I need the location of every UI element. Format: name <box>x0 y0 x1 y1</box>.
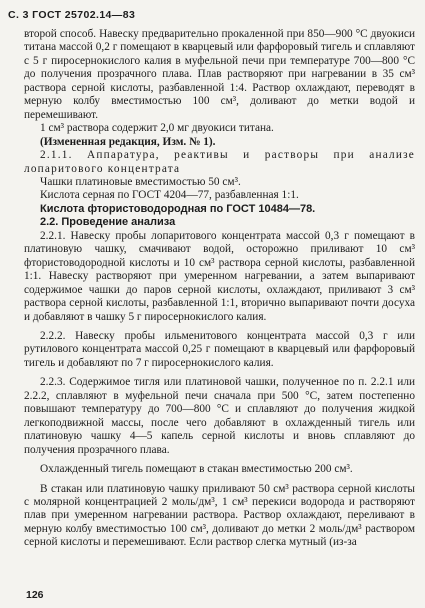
paragraph-section-2-2-2: 2.2.2. Навеску пробы ильменитового концентрата массой 0,3 г или рутилового концентрата массой 0,25 г помещают в кварцевый или фарфоровый тигель и добавляют по 7 г пиросернокислого калия. <box>24 329 415 369</box>
paragraph-section-2-2-1: 2.2.1. Навеску пробы лопаритового концентрата массой 0,3 г помещают в платиновую чашку, смачивают водой, осторожно приливают 10 см³ фтористоводородной кислоты и 10 см³ раствора серной кислоты, разбавленной 1:1. Навеску растворяют при умеренном нагревании, а затем выпаривают содержимое чашки до паров серной кислоты, охлаждают, приливают 3 см³ раствора серной кислоты, разбавленной 1:1, вторично выпаривают почти досуха и добавляют в чашку 5 г пиросернокислого калия. <box>24 229 415 323</box>
paragraph-section-2-1-1: 2.1.1. Аппаратура, реактивы и растворы при анализе лопаритового концентрата <box>24 149 415 175</box>
paragraph-solution-content: 1 см³ раствора содержит 2,0 мг двуокиси титана. <box>40 122 274 135</box>
page-header: С. 3 ГОСТ 25702.14—83 <box>8 9 136 21</box>
paragraph-platinum-dishes: Чашки платиновые вместимостью 50 см³. <box>40 175 241 188</box>
paragraph-amendment-note: (Измененная редакция, Изм. № 1). <box>40 135 216 148</box>
paragraph-cooled-crucible: Охлажденный тигель помещают в стакан вместимостью 200 см³. <box>40 463 353 476</box>
paragraph-sulfuric-acid: Кислота серная по ГОСТ 4204—77, разбавленная 1:1. <box>40 189 299 202</box>
page-number: 126 <box>26 589 44 601</box>
paragraph-dissolution: В стакан или платиновую чашку приливают 50 см³ раствора серной кислоты с молярной концентрацией 2 моль/дм³, 1 см³ перекиси водорода и растворяют плав при умеренном нагревании раствора. Раствор охлаждают, переливают в мерную колбу вместимостью 100 см³, доливают до метки 2 моль/дм³ раствором серной кислоты и перемешивают. Если раствор слегка мутный (из-за <box>24 482 415 549</box>
paragraph-hydrofluoric-acid: Кислота фтористоводородная по ГОСТ 10484—78. <box>40 202 316 215</box>
paragraph-section-2-2-3: 2.2.3. Содержимое тигля или платиновой чашки, полученное по п. 2.2.1 или 2.2.2, сплавляют в муфельной печи сначала при 500 °С, затем постепенно повышают температуру до 700—800 °С и сплавляют до получения жидкой легкоподвижной массы, после чего добавляют в охлажденный тигель или платиновую чашку 4—5 капель серной кислоты и вновь сплавляют до получения прозрачного плава. <box>24 376 415 456</box>
section-heading-analysis: 2.2. Проведение анализа <box>40 216 176 229</box>
paragraph-second-method: второй способ. Навеску предварительно прокаленной при 850—900 °С двуокиси титана массой 0,2 г помещают в кварцевый или фарфоровый тигель и сплавляют с 5 г пиросернокислого калия в муфельной печи при температуре 700—800 °С до получения прозрачного плава. Плав растворяют при нагревании в 35 см³ раствора серной кислоты, разбавленной 1:4. Раствор охлаждают, переводят в мерную колбу вместимостью 100 см³, доливают до метки водой и перемешивают. <box>24 28 415 121</box>
page-content <box>24 28 415 550</box>
